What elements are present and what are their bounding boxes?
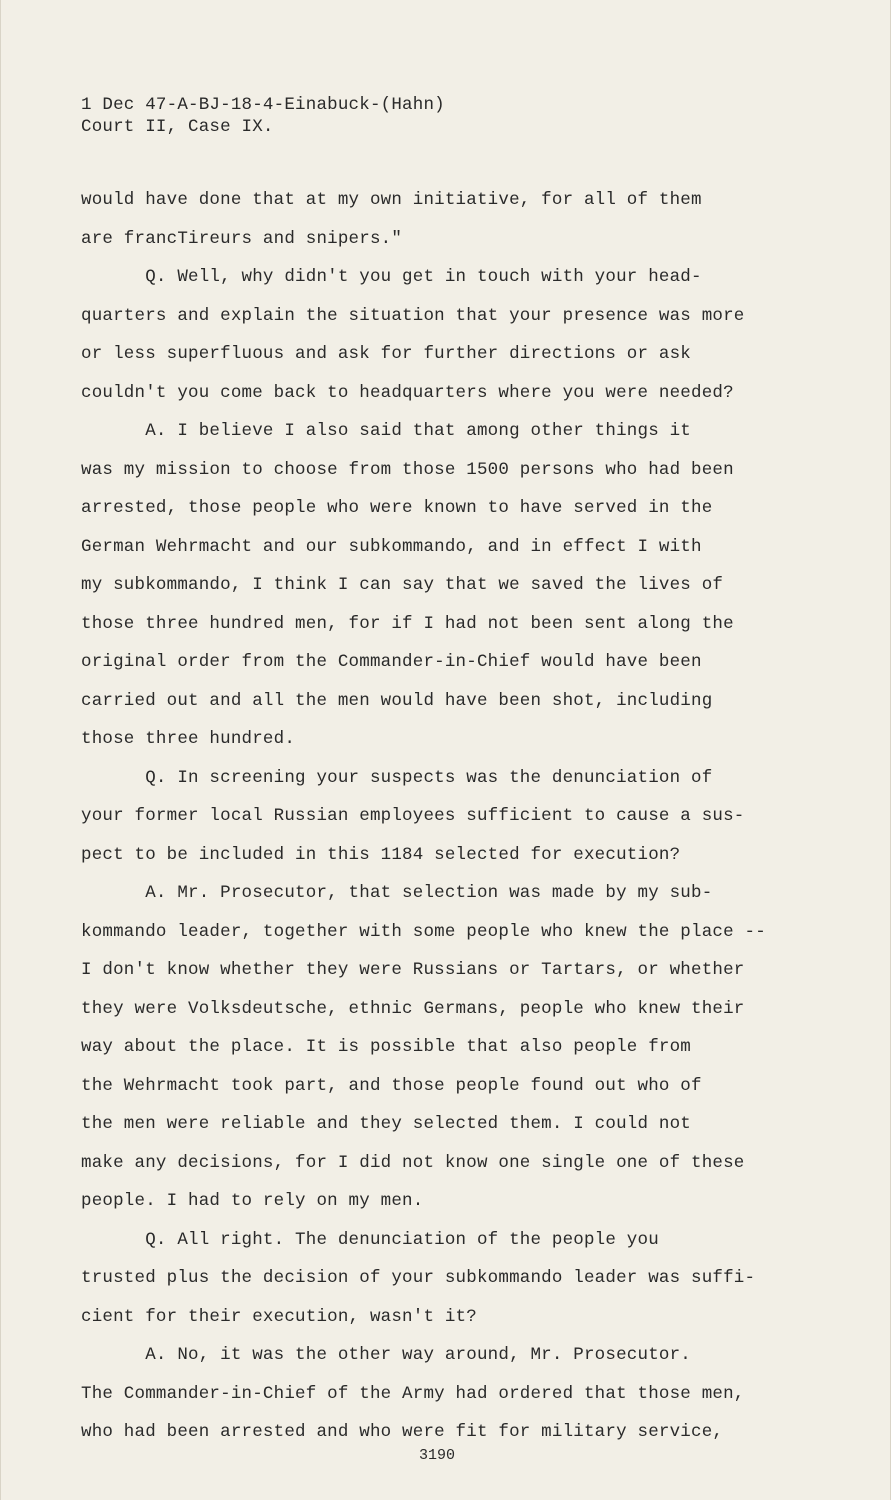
transcript-line: the Wehrmacht took part, and those people found out who of xyxy=(81,1075,702,1096)
transcript-line: Q. Well, why didn't you get in touch with your head- xyxy=(81,267,702,287)
transcript-line: I don't know whether they were Russians or Tartars, or whether xyxy=(81,960,745,980)
transcript-line: German Wehrmacht and our subkommando, and in effect I with xyxy=(81,536,702,557)
transcript-line: those three hundred men, for if I had not been sent along the xyxy=(81,613,734,634)
transcript-line: would have done that at my own initiative, for all of them xyxy=(81,190,702,210)
transcript-line: couldn't you come back to headquarters where you were needed? xyxy=(81,382,734,403)
page-number: 3190 xyxy=(419,1447,456,1464)
transcript-line: who had been arrested and who were fit for military service, xyxy=(81,1422,724,1442)
transcript-line: The Commander-in-Chief of the Army had ordered that those men, xyxy=(81,1383,745,1404)
transcript-line: my subkommando, I think I can say that we saved the lives of xyxy=(81,575,724,595)
transcript-line: original order from the Commander-in-Chief would have been xyxy=(81,652,702,672)
header-case-reference: 1 Dec 47-A-BJ-18-4-Einabuck-(Hahn) xyxy=(81,95,445,115)
transcript-line: A. No, it was the other way around, Mr. Prosecutor. xyxy=(81,1345,691,1365)
transcript-line: people. I had to rely on my men. xyxy=(81,1191,424,1211)
transcript-line: way about the place. It is possible that also people from xyxy=(81,1037,691,1057)
transcript-line: the men were reliable and they selected them. I could not xyxy=(81,1114,691,1134)
transcript-line: carried out and all the men would have been shot, including xyxy=(81,690,713,711)
transcript-line: quarters and explain the situation that your presence was more xyxy=(81,305,745,326)
transcript-line: A. I believe I also said that among other things it xyxy=(81,421,691,441)
transcript-line: A. Mr. Prosecutor, that selection was made by my sub- xyxy=(81,883,713,903)
transcript-line: was my mission to choose from those 1500 persons who had been xyxy=(81,459,734,480)
transcript-line: Q. All right. The denunciation of the people you xyxy=(81,1229,659,1250)
transcript-line: trusted plus the decision of your subkommando leader was suffi- xyxy=(81,1268,756,1288)
transcript-line: cient for their execution, wasn't it? xyxy=(81,1306,477,1327)
transcript-line: make any decisions, for I did not know one single one of these xyxy=(81,1152,745,1173)
transcript-line: your former local Russian employees sufficient to cause a sus- xyxy=(81,806,745,826)
transcript-line: they were Volksdeutsche, ethnic Germans, people who knew their xyxy=(81,998,745,1019)
transcript-line: arrested, those people who were known to have served in the xyxy=(81,498,713,518)
transcript-line: Q. In screening your suspects was the denunciation of xyxy=(81,767,713,788)
header-court-case: Court II, Case IX. xyxy=(81,117,274,137)
transcript-body xyxy=(81,189,766,1460)
transcript-line: are francTireurs and snipers." xyxy=(81,228,403,249)
transcript-line: pect to be included in this 1184 selected for execution? xyxy=(81,844,681,865)
transcript-line: or less superfluous and ask for further directions or ask xyxy=(81,344,691,364)
transcript-line: those three hundred. xyxy=(81,729,296,749)
transcript-line: kommando leader, together with some people who knew the place -- xyxy=(81,921,766,942)
